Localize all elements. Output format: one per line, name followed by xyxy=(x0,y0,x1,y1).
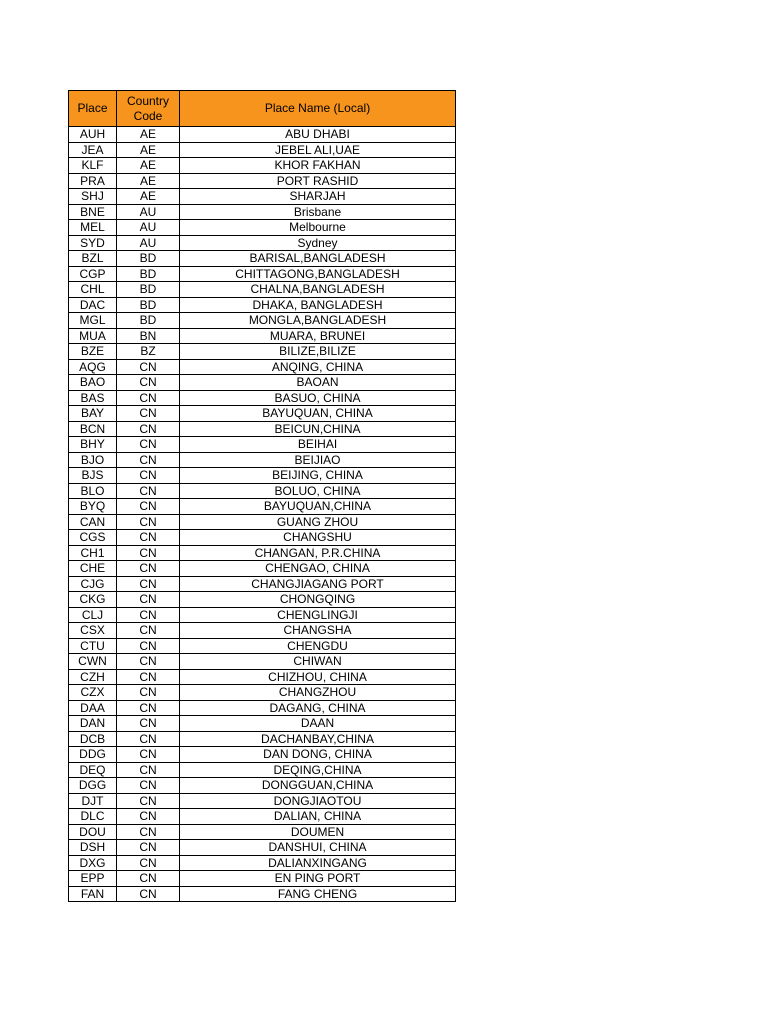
place-name-cell: CHENGDU xyxy=(180,638,456,654)
country-code-cell: CN xyxy=(117,545,180,561)
place-name-cell: DONGGUAN,CHINA xyxy=(180,778,456,794)
place-name-cell: CHANGSHA xyxy=(180,623,456,639)
place-name-cell: Sydney xyxy=(180,235,456,251)
table-row xyxy=(69,328,456,344)
place-name-cell: SHARJAH xyxy=(180,189,456,205)
place-name-cell: CHANGZHOU xyxy=(180,685,456,701)
place-code-cell: CTU xyxy=(69,638,117,654)
table-row xyxy=(69,654,456,670)
table-row xyxy=(69,669,456,685)
place-code-cell: DEQ xyxy=(69,762,117,778)
place-name-cell: BEICUN,CHINA xyxy=(180,421,456,437)
place-code-cell: DAA xyxy=(69,700,117,716)
table-row xyxy=(69,204,456,220)
place-name-cell: DAGANG, CHINA xyxy=(180,700,456,716)
country-code-cell: CN xyxy=(117,359,180,375)
table-row xyxy=(69,158,456,174)
place-name-cell: EN PING PORT xyxy=(180,871,456,887)
country-code-cell: CN xyxy=(117,871,180,887)
header-row xyxy=(69,91,456,127)
place-name-cell: CHIWAN xyxy=(180,654,456,670)
place-name-cell: DALIANXINGANG xyxy=(180,855,456,871)
place-name-cell: CHITTAGONG,BANGLADESH xyxy=(180,266,456,282)
country-code-cell: CN xyxy=(117,685,180,701)
place-name-cell: Melbourne xyxy=(180,220,456,236)
table-row xyxy=(69,700,456,716)
place-code-cell: CGS xyxy=(69,530,117,546)
place-name-cell: MONGLA,BANGLADESH xyxy=(180,313,456,329)
table-row xyxy=(69,561,456,577)
place-code-cell: CHL xyxy=(69,282,117,298)
country-code-cell: CN xyxy=(117,654,180,670)
table-row xyxy=(69,747,456,763)
place-name-cell: Brisbane xyxy=(180,204,456,220)
place-name-cell: KHOR FAKHAN xyxy=(180,158,456,174)
place-code-cell: BZL xyxy=(69,251,117,267)
place-name-cell: ANQING, CHINA xyxy=(180,359,456,375)
table-row xyxy=(69,793,456,809)
header-place-name-local: Place Name (Local) xyxy=(180,91,456,127)
table-row xyxy=(69,390,456,406)
place-name-cell: ABU DHABI xyxy=(180,127,456,143)
place-code-cell: DCB xyxy=(69,731,117,747)
country-code-cell: AU xyxy=(117,220,180,236)
place-code-cell: AQG xyxy=(69,359,117,375)
table-row xyxy=(69,840,456,856)
place-code-cell: DOU xyxy=(69,824,117,840)
country-code-cell: AU xyxy=(117,235,180,251)
country-code-cell: CN xyxy=(117,793,180,809)
country-code-cell: AE xyxy=(117,173,180,189)
place-name-cell: MUARA, BRUNEI xyxy=(180,328,456,344)
place-code-cell: CJG xyxy=(69,576,117,592)
place-name-cell: DALIAN, CHINA xyxy=(180,809,456,825)
country-code-cell: CN xyxy=(117,437,180,453)
header-country-code: Country Code xyxy=(117,91,180,127)
country-code-cell: BD xyxy=(117,282,180,298)
country-code-cell: CN xyxy=(117,886,180,902)
place-name-cell: DONGJIAOTOU xyxy=(180,793,456,809)
place-code-cell: MEL xyxy=(69,220,117,236)
place-code-cell: BHY xyxy=(69,437,117,453)
country-code-cell: BD xyxy=(117,251,180,267)
place-name-cell: BAYUQUAN,CHINA xyxy=(180,499,456,515)
table-row xyxy=(69,607,456,623)
place-code-cell: BAY xyxy=(69,406,117,422)
place-name-cell: BEIJING, CHINA xyxy=(180,468,456,484)
place-code-cell: KLF xyxy=(69,158,117,174)
place-code-cell: SYD xyxy=(69,235,117,251)
country-code-cell: CN xyxy=(117,406,180,422)
place-name-cell: CHANGJIAGANG PORT xyxy=(180,576,456,592)
country-code-cell: CN xyxy=(117,452,180,468)
table-row xyxy=(69,282,456,298)
country-code-cell: AE xyxy=(117,158,180,174)
table-row xyxy=(69,499,456,515)
table-row xyxy=(69,778,456,794)
country-code-cell: CN xyxy=(117,607,180,623)
place-code-cell: BZE xyxy=(69,344,117,360)
country-code-cell: CN xyxy=(117,809,180,825)
country-code-cell: CN xyxy=(117,390,180,406)
country-code-cell: CN xyxy=(117,700,180,716)
table-row xyxy=(69,406,456,422)
place-name-cell: CHENGLINGJI xyxy=(180,607,456,623)
country-code-cell: CN xyxy=(117,747,180,763)
table-row xyxy=(69,313,456,329)
table-row xyxy=(69,638,456,654)
table-row xyxy=(69,623,456,639)
place-code-table xyxy=(68,90,456,902)
place-name-cell: DAAN xyxy=(180,716,456,732)
country-code-cell: CN xyxy=(117,731,180,747)
place-name-cell: BEIJIAO xyxy=(180,452,456,468)
table-row xyxy=(69,375,456,391)
country-code-cell: CN xyxy=(117,530,180,546)
place-name-cell: BOLUO, CHINA xyxy=(180,483,456,499)
table-row xyxy=(69,297,456,313)
table-row xyxy=(69,716,456,732)
country-code-cell: CN xyxy=(117,468,180,484)
place-code-cell: DGG xyxy=(69,778,117,794)
country-code-cell: CN xyxy=(117,669,180,685)
table-row xyxy=(69,762,456,778)
country-code-cell: CN xyxy=(117,623,180,639)
country-code-cell: CN xyxy=(117,483,180,499)
place-code-cell: BNE xyxy=(69,204,117,220)
country-code-cell: CN xyxy=(117,514,180,530)
table-row xyxy=(69,514,456,530)
country-code-cell: CN xyxy=(117,499,180,515)
table-row xyxy=(69,235,456,251)
country-code-cell: CN xyxy=(117,855,180,871)
place-name-cell: CHONGQING xyxy=(180,592,456,608)
country-code-cell: CN xyxy=(117,375,180,391)
country-code-cell: CN xyxy=(117,592,180,608)
place-code-cell: DAC xyxy=(69,297,117,313)
table-row xyxy=(69,173,456,189)
table-row xyxy=(69,824,456,840)
place-name-cell: BAOAN xyxy=(180,375,456,391)
place-name-cell: DACHANBAY,CHINA xyxy=(180,731,456,747)
table-row xyxy=(69,483,456,499)
header-place: Place xyxy=(69,91,117,127)
country-code-cell: BD xyxy=(117,266,180,282)
country-code-cell: CN xyxy=(117,824,180,840)
table-row xyxy=(69,731,456,747)
table-row xyxy=(69,545,456,561)
table-row xyxy=(69,576,456,592)
country-code-cell: CN xyxy=(117,840,180,856)
place-code-cell: CH1 xyxy=(69,545,117,561)
place-code-cell: MGL xyxy=(69,313,117,329)
place-name-cell: CHALNA,BANGLADESH xyxy=(180,282,456,298)
place-name-cell: BEIHAI xyxy=(180,437,456,453)
place-code-cell: CSX xyxy=(69,623,117,639)
table-row xyxy=(69,886,456,902)
place-code-cell: CGP xyxy=(69,266,117,282)
table-row xyxy=(69,189,456,205)
place-name-cell: BARISAL,BANGLADESH xyxy=(180,251,456,267)
place-name-cell: BASUO, CHINA xyxy=(180,390,456,406)
place-code-cell: BYQ xyxy=(69,499,117,515)
table-row xyxy=(69,592,456,608)
place-code-cell: MUA xyxy=(69,328,117,344)
place-code-cell: DXG xyxy=(69,855,117,871)
country-code-cell: BZ xyxy=(117,344,180,360)
place-code-cell: BLO xyxy=(69,483,117,499)
place-name-cell: DHAKA, BANGLADESH xyxy=(180,297,456,313)
country-code-cell: AE xyxy=(117,189,180,205)
place-code-cell: EPP xyxy=(69,871,117,887)
country-code-cell: CN xyxy=(117,762,180,778)
place-name-cell: DAN DONG, CHINA xyxy=(180,747,456,763)
place-name-cell: PORT RASHID xyxy=(180,173,456,189)
place-code-cell: DJT xyxy=(69,793,117,809)
table-row xyxy=(69,468,456,484)
country-code-cell: AE xyxy=(117,127,180,143)
table-row xyxy=(69,437,456,453)
place-name-cell: CHANGSHU xyxy=(180,530,456,546)
table-row xyxy=(69,220,456,236)
place-code-cell: AUH xyxy=(69,127,117,143)
place-code-cell: BJO xyxy=(69,452,117,468)
table-row xyxy=(69,855,456,871)
country-code-cell: AU xyxy=(117,204,180,220)
table-body xyxy=(69,127,456,902)
place-name-cell: BAYUQUAN, CHINA xyxy=(180,406,456,422)
place-code-cell: CAN xyxy=(69,514,117,530)
table-row xyxy=(69,421,456,437)
place-code-cell: CLJ xyxy=(69,607,117,623)
place-name-cell: DANSHUI, CHINA xyxy=(180,840,456,856)
place-name-cell: JEBEL ALI,UAE xyxy=(180,142,456,158)
table-row xyxy=(69,344,456,360)
table-row xyxy=(69,142,456,158)
place-code-cell: BJS xyxy=(69,468,117,484)
place-code-cell: DLC xyxy=(69,809,117,825)
place-code-cell: FAN xyxy=(69,886,117,902)
place-code-cell: BAS xyxy=(69,390,117,406)
table-row xyxy=(69,530,456,546)
table-row xyxy=(69,871,456,887)
country-code-cell: CN xyxy=(117,716,180,732)
table-row xyxy=(69,359,456,375)
place-code-cell: BCN xyxy=(69,421,117,437)
place-name-cell: CHENGAO, CHINA xyxy=(180,561,456,577)
country-code-cell: CN xyxy=(117,576,180,592)
table-row xyxy=(69,685,456,701)
table-row xyxy=(69,809,456,825)
place-code-cell: BAO xyxy=(69,375,117,391)
place-code-cell: JEA xyxy=(69,142,117,158)
country-code-cell: BD xyxy=(117,297,180,313)
place-code-cell: PRA xyxy=(69,173,117,189)
place-code-cell: DSH xyxy=(69,840,117,856)
table-row xyxy=(69,127,456,143)
place-code-cell: CZH xyxy=(69,669,117,685)
country-code-cell: CN xyxy=(117,421,180,437)
place-name-cell: GUANG ZHOU xyxy=(180,514,456,530)
place-code-cell: CKG xyxy=(69,592,117,608)
country-code-cell: BN xyxy=(117,328,180,344)
place-name-cell: FANG CHENG xyxy=(180,886,456,902)
place-name-cell: CHANGAN, P.R.CHINA xyxy=(180,545,456,561)
place-code-cell: CHE xyxy=(69,561,117,577)
place-name-cell: DEQING,CHINA xyxy=(180,762,456,778)
place-name-cell: DOUMEN xyxy=(180,824,456,840)
place-code-cell: SHJ xyxy=(69,189,117,205)
place-code-cell: DDG xyxy=(69,747,117,763)
table-row xyxy=(69,251,456,267)
country-code-cell: AE xyxy=(117,142,180,158)
table-row xyxy=(69,452,456,468)
place-code-cell: CWN xyxy=(69,654,117,670)
country-code-cell: BD xyxy=(117,313,180,329)
country-code-cell: CN xyxy=(117,638,180,654)
table-row xyxy=(69,266,456,282)
place-name-cell: CHIZHOU, CHINA xyxy=(180,669,456,685)
place-code-cell: CZX xyxy=(69,685,117,701)
country-code-cell: CN xyxy=(117,778,180,794)
place-name-cell: BILIZE,BILIZE xyxy=(180,344,456,360)
place-code-cell: DAN xyxy=(69,716,117,732)
country-code-cell: CN xyxy=(117,561,180,577)
